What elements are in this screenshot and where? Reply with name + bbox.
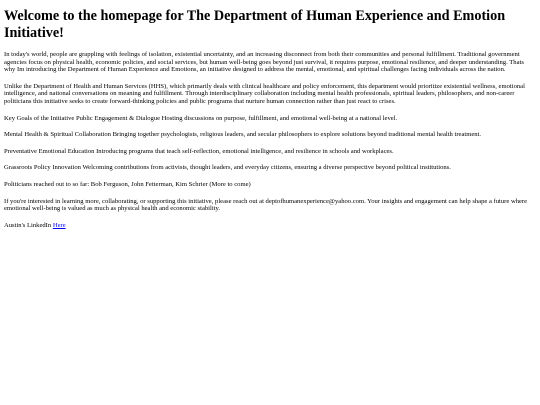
linkedin-line	[4, 222, 535, 230]
linkedin-link[interactable]: Here	[52, 221, 66, 229]
goal-spiritual-collaboration: Mental Health & Spiritual Collaboration Bringing together psychologists, religious leaders, and secular philosophers to explore solutions beyond traditional mental health treatment.	[4, 131, 482, 139]
contact-paragraph: If you're interested in learning more, collaborating, or supporting this initiative, please reach out at deptofhumanexperience@yahoo.com. Your insights and engagement can help shape a future where emotional well-being is valued as much as physical health and economic stability.	[4, 197, 528, 213]
politicians-paragraph: Politicians reached out to so far: Bob Ferguson, John Fetterman, Kim Schrier (More to come)	[4, 180, 251, 188]
goal-emotional-education: Preventative Emotional Education Introducing programs that teach self-reflection, emotional intelligence, and resilience in schools and workplaces.	[4, 147, 394, 155]
page-title: Welcome to the homepage for The Department of Human Experience and Emotion Initiative!	[4, 8, 506, 41]
goal-public-engagement: Key Goals of the Initiative Public Engagement & Dialogue Hosting discussions on purpose, fulfillment, and emotional well-being at a national level.	[4, 114, 398, 122]
goal-policy-innovation: Grassroots Policy Innovation Welcoming contributions from activists, thought leaders, and everyday citizens, ensuring a diverse perspective beyond political institutions.	[4, 164, 451, 172]
intro-paragraph: In today's world, people are grappling with feelings of isolation, existential uncertainty, and an increasing disconnect from both their communities and personal fulfillment. Traditional government agencies focus on physical health, economic policies, and social services, but human well-being goes beyond just survival, it requires purpose, emotional resilience, and deeper understanding. Thats why Im introducing the Department of Human Experience and Emotions, an initiative designed to address the mental, emotional, and spiritual challenges facing individuals across the nation.	[4, 51, 524, 74]
linkedin-label: Austin's LinkedIn	[4, 221, 52, 229]
comparison-paragraph: Unlike the Department of Health and Human Services (HHS), which primarily deals with clinical healthcare and policy enforcement, this department would prioritize existential wellness, emotional intelligence, and national conversations on meaning and fulfillment. Through interdisciplinary collaboration including mental health professionals, spiritual leaders, philosophers, and non-career politicians this initiative seeks to create forward-thinking policies and public programs that nurture human connection rather than just react to crises.	[4, 82, 525, 105]
